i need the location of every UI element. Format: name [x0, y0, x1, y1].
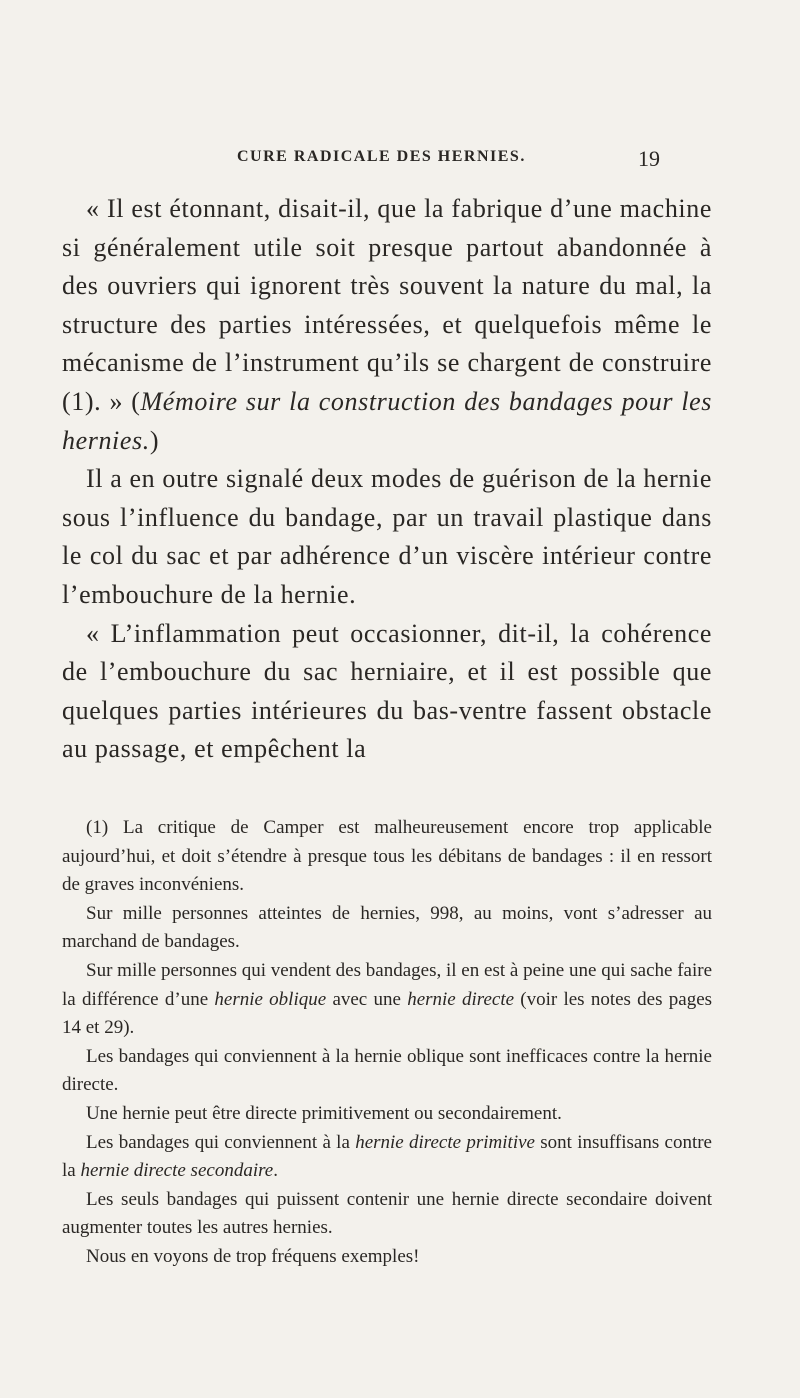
footnote-line: Sur mille personnes qui vendent des bandages, il en est à peine une qui sache faire la différence d’une hernie oblique avec une hernie directe (voir les notes des pages 14 et 29).	[62, 959, 713, 1039]
paragraph-healing-modes: Il a en outre signalé deux modes de guérison de la hernie sous l’influence du bandage, par un travail plastique dans le col du sac et par adhérence d’un viscère intérieur contre l’embouchure de la hernie.	[62, 464, 712, 609]
paragraph-inflammation: « L’inflammation peut occasionner, dit-il, la cohérence de l’embouchure du sac herniaire, et il est possible que quelques parties intérieures du bas-ventre fassent obstacle au passage, et empêchent la	[62, 618, 712, 764]
footnote-line: Les bandages qui conviennent à la hernie directe primitive sont insuffisans contre la hernie directe secondaire.	[62, 1131, 712, 1182]
footnotes	[62, 814, 712, 1272]
footnote-1: (1) La critique de Camper est malheureusement encore trop applicable aujourd’hui, et doit s’étendre à presque tous les débitans de bandages : il en ressort de graves inconvéniens.	[62, 817, 712, 896]
footnote-line: Sur mille personnes atteintes de hernies, 998, au moins, vont s’adresser au marchand de bandages.	[62, 902, 712, 953]
quote-text: « Il est étonnant, disait-il, que la fabrique d’une machine si généralement utile soit presque partout abandonnée à des ouvriers qui ignorent très souvent la nature du mal, la structure des parties intéressées, et quelquefois même le mécanisme de l’instrument qu’ils se chargent de construire (1). » (	[62, 194, 712, 416]
main-text	[62, 190, 712, 769]
page-header	[0, 146, 800, 176]
memoir-title: Mémoire sur la construction des bandages pour les hernies.	[62, 386, 713, 455]
footnote-line: Une hernie peut être directe primitivement ou secondairement.	[86, 1102, 562, 1124]
quote-close: )	[149, 425, 160, 455]
footnote-line: Les bandages qui conviennent à la hernie oblique sont inefficaces contre la hernie directe.	[62, 1045, 712, 1096]
page-number: 19	[638, 146, 660, 171]
paragraph-quote-camper	[62, 190, 712, 460]
footnote-line: Nous en voyons de trop fréquens exemples!	[86, 1245, 420, 1267]
footnote-line: Les seuls bandages qui puissent contenir une hernie directe secondaire doivent augmenter toutes les autres hernies.	[62, 1188, 712, 1239]
running-title: CURE RADICALE DES HERNIES.	[237, 148, 526, 165]
